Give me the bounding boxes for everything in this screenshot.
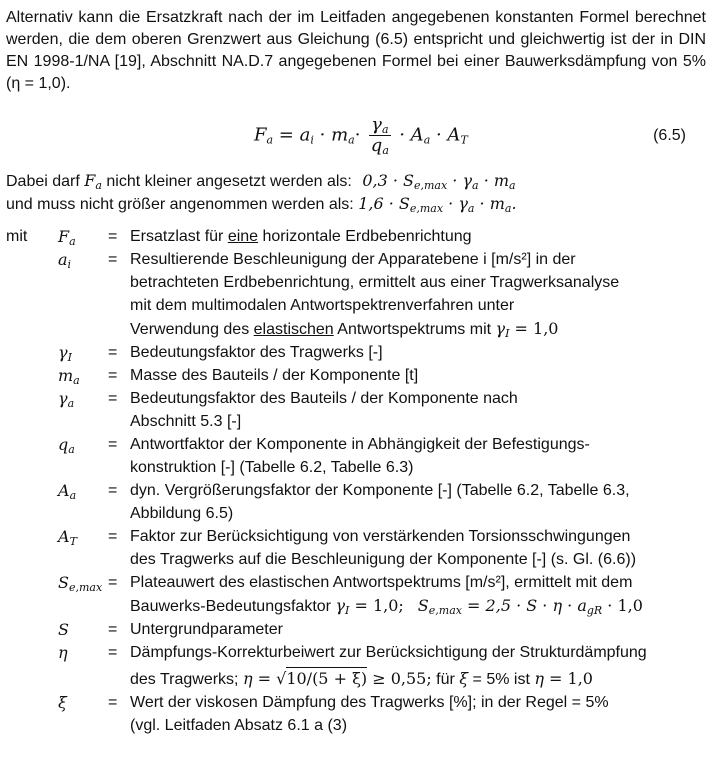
lower-limit-line: Dabei darf $F_a$ nicht kleiner angesetzt werden als: $0,3 \cdot S_{e,max} \cdot \gamma_a \cdot m_a$: [6, 171, 516, 192]
intro-paragraph: Alternativ kann die Ersatzkraft nach der im Leitfaden angegebenen konstanten Formel berechnet werden, die dem oberen Grenzwert aus Gleichung (6.5) entspricht und gleichwertig ist der in DIN EN 1998-1/NA [19], Abschnitt NA.D.7 angegebenen Formel bei einer Bauwerksdämpfung von 5% (η = 1,0).: [6, 9, 706, 92]
symbol-definitions: [6, 225, 706, 737]
def-row-Semax: $S_{e,max}$ = Plateauwert des elastischen Antwortspektrums [m/s²], ermittelt mit dem Bauwerks-Bedeutungsfaktor $\gamma_I = 1,0$; $S_{e,max} = 2,5 \cdot S \cdot \eta \cdot a_{gR} \cdot 1,0$: [58, 573, 643, 617]
def-row-ma: $m_a$ = Masse des Bauteils / der Komponente [t]: [58, 366, 419, 387]
upper-limit-line: und muss nicht größer angenommen werden als: $1,6 \cdot S_{e,max} \cdot \gamma_a \cdot m_a$.: [6, 194, 517, 215]
sqrt-expression: 10/(5 + ξ): [286, 669, 368, 688]
equation-6-5: [0, 107, 712, 163]
equation-number: (6.5): [653, 127, 686, 144]
equation-formula: $F_a = a_i \cdot m_a\cdot$ $\frac{\gamma_a}{q_a}$ · $A_a \cdot A_T$: [254, 114, 468, 157]
def-row-xi: ξ = Wert der viskosen Dämpfung des Tragwerks [%]; in der Regel = 5% (vgl. Leitfaden Absatz 6.1 a (3): [58, 693, 609, 734]
def-row-Aa: $A_a$ = dyn. Vergrößerungsfaktor der Komponente [-] (Tabelle 6.2, Tabelle 6.3, Abbildung 6.5): [58, 481, 630, 522]
def-row-ai: $a_i$ = Resultierende Beschleunigung der Apparatebene i [m/s²] in der betrachteten Erdbebenrichtung, ermittelt aus einer Tragwerksanalyse mit dem multimodalen Antwortspektrenverfahren unter Verwendung des elastischen Antwortspektrums mit $\gamma_I = 1,0$: [58, 250, 620, 340]
def-row-gammaa: $\gamma_a$ = Bedeutungsfaktor des Bauteils / der Komponente nach Abschnitt 5.3 [-]: [58, 389, 518, 430]
def-row-Fa: mit $F_a$ = Ersatzlast für eine horizontale Erdbebenrichtung: [6, 227, 472, 248]
def-row-eta: η = Dämpfungs-Korrekturbeiwert zur Berücksichtigung der Strukturdämpfung des Tragwerks; η = √10/(5 + ξ) ≥ 0,55; für ξ = 5% ist η = 1,0: [58, 643, 647, 688]
def-row-S: S = Untergrundparameter: [58, 620, 283, 639]
def-row-gammaI: $\gamma_I$ = Bedeutungsfaktor des Tragwerks [-]: [58, 343, 383, 364]
equation-fraction: $\frac{\gamma_a}{q_a}$: [370, 114, 389, 157]
defs-label: mit: [6, 228, 28, 245]
def-row-AT: $A_T$ = Faktor zur Berücksichtigung von verstärkenden Torsionsschwingungen des Tragwerks auf die Beschleunigung der Komponente [-] (s. Gl. (6.6)): [58, 527, 637, 568]
def-row-qa: $q_a$ = Antwortfaktor der Komponente in Abhängigkeit der Befestigungs- konstruktion [-] (Tabelle 6.2, Tabelle 6.3): [58, 435, 590, 476]
